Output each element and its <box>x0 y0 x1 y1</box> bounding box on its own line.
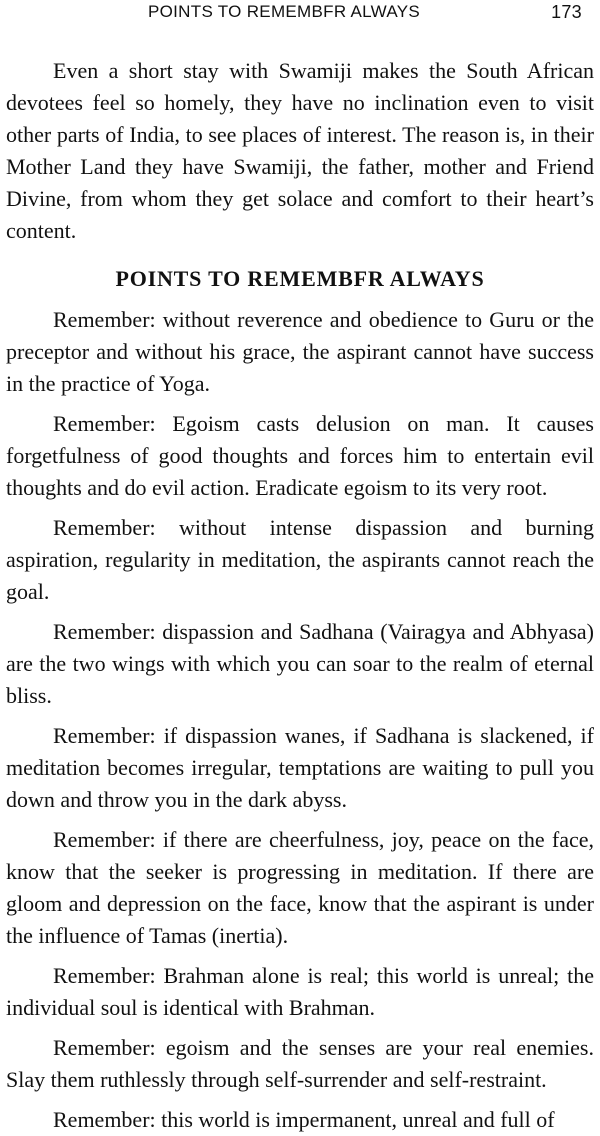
remember-paragraph: Remember: dispassion and Sadhana (Vairagya and Abhyasa) are the two wings with which you can soar to the realm of eternal bliss. <box>6 619 594 708</box>
remember-paragraph: Remember: this world is impermanent, unreal and full of <box>53 1107 555 1132</box>
remember-paragraph: Remember: egoism and the senses are your real enemies. Slay them ruthlessly through self-surrender and self-restraint. <box>6 1035 594 1092</box>
remember-paragraph: Remember: without reverence and obedience to Guru or the preceptor and without his grace, the aspirant cannot have success in the practice of Yoga. <box>6 307 594 396</box>
remember-paragraph: Remember: if dispassion wanes, if Sadhana is slackened, if meditation becomes irregular, temptations are waiting to pull you down and throw you in the dark abyss. <box>6 723 594 812</box>
remember-paragraph: Remember: Egoism casts delusion on man. It causes forgetfulness of good thoughts and forces him to entertain evil thoughts and do evil action. Eradicate egoism to its very root. <box>6 411 594 500</box>
remember-paragraph: Remember: if there are cheerfulness, joy, peace on the face, know that the seeker is progressing in meditation. If there are gloom and depression on the face, know that the aspirant is under the influence of Tamas (inertia). <box>6 827 594 948</box>
section-heading: POINTS TO REMEMBFR ALWAYS <box>115 266 485 291</box>
body-text <box>6 55 594 1136</box>
intro-paragraph: Even a short stay with Swamiji makes the South African devotees feel so homely, they have no inclination even to visit other parts of India, to see places of interest. The reason is, in their Mother Land they have Swamiji, the father, mother and Friend Divine, from whom they get solace and comfort to their heart’s content. <box>6 58 594 243</box>
page-number: 173 <box>551 2 582 22</box>
running-head <box>0 2 600 26</box>
remember-paragraph: Remember: without intense dispassion and burning aspiration, regularity in meditation, the aspirants cannot reach the goal. <box>6 515 594 604</box>
running-title: POINTS TO REMEMBFR ALWAYS <box>148 2 420 21</box>
remember-paragraph: Remember: Brahman alone is real; this world is unreal; the individual soul is identical with Brahman. <box>6 963 594 1020</box>
